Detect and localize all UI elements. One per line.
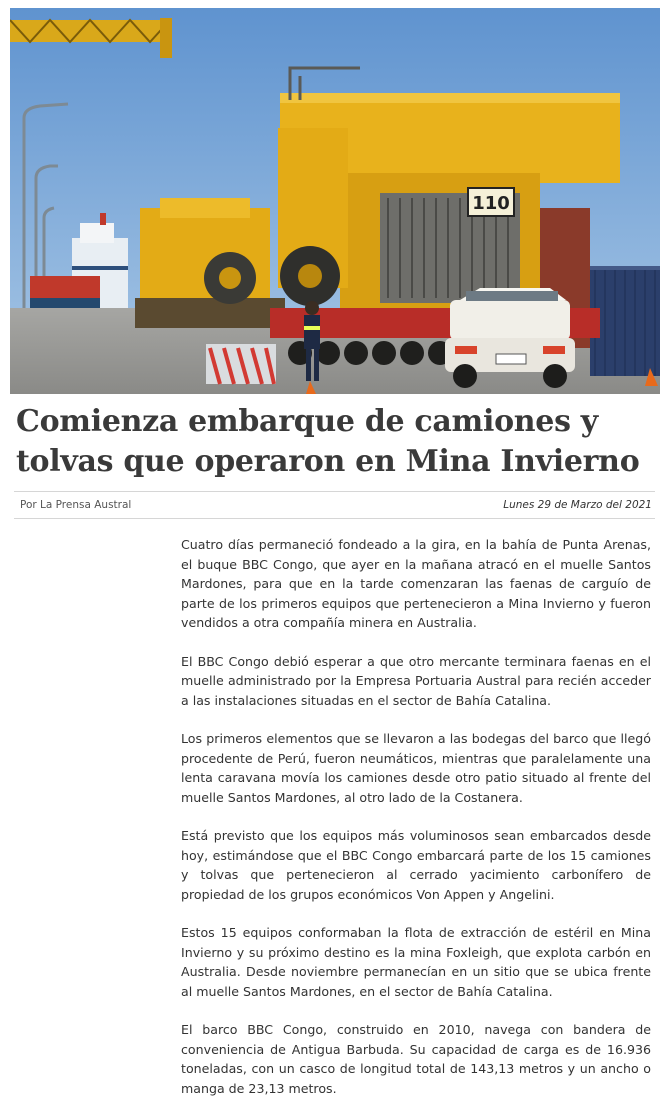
distant-trucks bbox=[135, 198, 285, 328]
article-headline: Comienza embarque de camiones y tolvas que operaron en Mina Invierno bbox=[16, 404, 640, 479]
article-paragraph: El barco BBC Congo, construido en 2010, navega con bandera de conveniencia de Antigua Barbuda. Su capacidad de carga es de 16.936 toneladas, con un casco de longitud total de 143,13 metros y un ancho o manga de 23,13 metros. bbox=[181, 1022, 651, 1096]
article-paragraph: Está previsto que los equipos más voluminosos sean embarcados desde hoy, estimándose que el BBC Congo embarcará parte de los 15 camiones y tolvas que pertenecieron al cerrado yacimiento carbonífero de propiedad de los grupos económicos Von Appen y Angelini. bbox=[181, 828, 651, 902]
article-paragraph: El BBC Congo debió esperar a que otro mercante terminara faenas en el muelle administrado por la Empresa Portuaria Austral para recién acceder a las instalaciones situadas en el sector de Bahía Catalina. bbox=[181, 653, 651, 708]
article-byline: Por La Prensa Austral bbox=[20, 499, 132, 511]
mining-trucks-photo bbox=[10, 8, 660, 394]
barriers bbox=[206, 344, 276, 384]
article-date: Lunes 29 de Marzo del 2021 bbox=[503, 499, 652, 511]
divider-top bbox=[14, 491, 655, 492]
article-paragraph: Estos 15 equipos conformaban la flota de extracción de estéril en Mina Invierno y su próximo destino es la mina Foxleigh, que explota carbón en Australia. Desde noviembre permanecían en un sitio que se ubica frente al muelle Santos Mardones, en el sector de Bahía Catalina. bbox=[181, 925, 651, 999]
article-photo bbox=[10, 8, 660, 394]
article-body bbox=[181, 535, 651, 1117]
article-paragraph: Los primeros elementos que se llevaron a las bodegas del barco que llegó procedente de Perú, fueron neumáticos, mientras que paralelamente una lenta caravana movía los camiones desde otro patio situado al frente del muelle Santos Mardones, al otro lado de la Costanera. bbox=[181, 731, 651, 805]
truck-number: 110 bbox=[472, 193, 510, 214]
article-paragraph: Cuatro días permaneció fondeado a la gira, en la bahía de Punta Arenas, el buque BBC Congo, que ayer en la mañana atracó en el muelle Santos Mardones, para que en la tarde comenzaran las faenas de carguío de parte de los primeros equipos que pertenecieron a Mina Invierno y fueron vendidos a otra compañía minera en Australia. bbox=[181, 537, 651, 630]
divider-bottom bbox=[14, 518, 655, 519]
